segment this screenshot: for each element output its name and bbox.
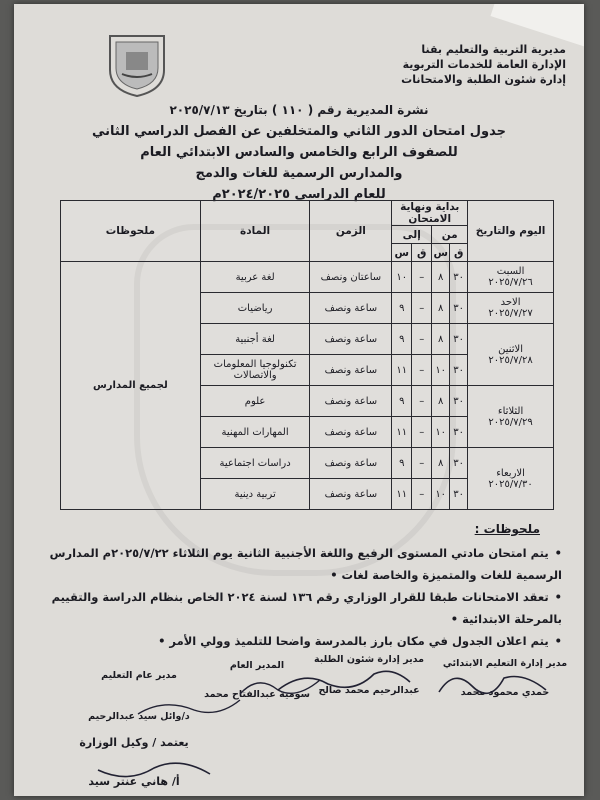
from-hour-cell: ٨	[432, 262, 450, 293]
signature-title: مدير إدارة شئون الطلبة	[313, 654, 425, 665]
header-line: إدارة شئون الطلبة والامتحانات	[401, 73, 566, 86]
header-line: الإدارة العامة للخدمات التربوية	[402, 58, 566, 71]
header-hour: س	[392, 244, 412, 262]
day-name: الثلاثاء	[497, 405, 524, 417]
duration-cell: ساعة ونصف	[310, 417, 392, 448]
subject-cell: علوم	[200, 386, 310, 417]
to-hour-cell: ١١	[392, 417, 412, 448]
to-minute-cell: –	[412, 355, 432, 386]
note-item	[42, 586, 562, 630]
to-hour-cell: ١٠	[392, 262, 412, 293]
handwritten-signature-icon	[94, 756, 214, 786]
to-hour-cell: ٩	[392, 448, 412, 479]
signature-name: د/وائل سيد عبدالرحيم	[88, 711, 190, 722]
day-name: الاثنين	[498, 343, 524, 355]
exam-date: ٢٠٢٥/٧/٢٦	[488, 277, 533, 288]
signature-name: عبدالرحيم محمد صالح	[318, 685, 420, 696]
signature-name: سومية عبدالفتاح محمد	[204, 689, 310, 700]
subject-cell: المهارات المهنية	[200, 417, 310, 448]
duration-cell: ساعة ونصف	[310, 386, 392, 417]
to-minute-cell: –	[412, 324, 432, 355]
to-hour-cell: ٩	[392, 386, 412, 417]
signature-name: أ/ هاني عنتر سيد	[88, 775, 180, 788]
note-text: تعقد الامتحانات طبقا للقرار الوزاري رقم ١٣٦ لسنة ٢٠٢٤ الخاص بنظام الدراسة والتقييم بالمرحلة الابتدائية •	[51, 590, 562, 626]
handwritten-signature-icon	[134, 694, 244, 720]
header-directorate	[396, 42, 566, 87]
to-minute-cell: –	[412, 417, 432, 448]
notes-cell: لجميع المدارس	[61, 262, 201, 510]
note-item	[42, 542, 562, 586]
header-exam-span: بداية ونهاية الامتحان	[392, 201, 468, 226]
header-day: اليوم والتاريخ	[468, 201, 554, 262]
from-hour-cell: ١٠	[432, 417, 450, 448]
to-minute-cell: –	[412, 262, 432, 293]
exam-date: ٢٠٢٥/٧/٢٩	[488, 416, 533, 428]
day-date-cell	[468, 448, 554, 510]
duration-cell: ساعة ونصف	[310, 355, 392, 386]
subject-cell: لغة عربية	[200, 262, 310, 293]
bullet-icon: •	[554, 590, 562, 604]
title-line: للعام الدراسي ٢٠٢٤/٢٠٢٥م	[212, 187, 386, 202]
from-hour-cell: ١٠	[432, 479, 450, 510]
from-minute-cell: ٣٠	[450, 293, 468, 324]
subject-cell: لغة أجنبية	[200, 324, 310, 355]
from-minute-cell: ٣٠	[450, 417, 468, 448]
from-hour-cell: ٨	[432, 448, 450, 479]
signature-title: مدير إدارة التعليم الابتدائي	[442, 658, 568, 669]
title-line: للصفوف الرابع والخامس والسادس الابتدائي العام	[140, 145, 458, 160]
from-minute-cell: ٣٠	[450, 262, 468, 293]
header-hour: س	[432, 244, 450, 262]
exam-schedule-table	[60, 200, 554, 510]
duration-cell: ساعتان ونصف	[310, 262, 392, 293]
header-from: من	[432, 226, 468, 244]
signature-name: حمدي محمود محمد	[460, 687, 550, 698]
to-hour-cell: ١١	[392, 355, 412, 386]
header-line: مديرية التربية والتعليم بقنا	[421, 43, 566, 56]
duration-cell: ساعة ونصف	[310, 479, 392, 510]
ministry-logo-icon	[106, 30, 168, 98]
day-name: السبت	[496, 266, 525, 277]
day-date-cell	[468, 324, 554, 386]
handwritten-signature-icon	[434, 664, 554, 700]
document-titles	[54, 100, 544, 205]
subject-cell: دراسات اجتماعية	[200, 448, 310, 479]
header-to: إلى	[392, 226, 432, 244]
signature-title: مدير عام التعليم	[101, 670, 177, 681]
to-minute-cell: –	[412, 479, 432, 510]
exam-date: ٢٠٢٥/٧/٢٧	[488, 308, 533, 319]
notes-list	[42, 542, 562, 652]
document-page	[14, 4, 584, 796]
day-date-cell	[468, 262, 554, 293]
handwritten-signature-icon	[234, 672, 324, 702]
day-date-cell	[468, 293, 554, 324]
day-name: الاحد	[500, 297, 521, 308]
from-minute-cell: ٣٠	[450, 479, 468, 510]
from-hour-cell: ٨	[432, 324, 450, 355]
from-minute-cell: ٣٠	[450, 386, 468, 417]
exam-date: ٢٠٢٥/٧/٢٨	[488, 354, 533, 366]
from-minute-cell: ٣٠	[450, 448, 468, 479]
signature-title: يعتمد / وكيل الوزارة	[79, 736, 189, 749]
note-text: يتم امتحان مادتي المستوى الرفيع واللغة الأجنبية الثانية يوم الثلاثاء ٢٠٢٥/٧/٢٢م المدارس الرسمية للغات والمتميزة والخاصة لغات •	[49, 546, 562, 582]
bullet-icon: •	[554, 634, 562, 648]
bulletin-number: نشرة المديرية رقم ( ١١٠ ) بتاريخ ٢٠٢٥/٧/١٣	[169, 103, 429, 117]
to-hour-cell: ٩	[392, 293, 412, 324]
from-hour-cell: ٨	[432, 293, 450, 324]
day-name: الاربعاء	[496, 467, 525, 479]
note-text: يتم اعلان الجدول في مكان بارز بالمدرسة واضحا للتلميذ وولي الأمر •	[158, 634, 549, 648]
header-notes: ملحوظات	[61, 201, 201, 262]
header-minute: ق	[412, 244, 432, 262]
note-item	[42, 630, 562, 652]
to-hour-cell: ٩	[392, 324, 412, 355]
signature-title: المدير العام	[229, 660, 285, 671]
duration-cell: ساعة ونصف	[310, 324, 392, 355]
from-minute-cell: ٣٠	[450, 355, 468, 386]
exam-date: ٢٠٢٥/٧/٣٠	[488, 478, 533, 490]
duration-cell: ساعة ونصف	[310, 448, 392, 479]
to-minute-cell: –	[412, 293, 432, 324]
to-hour-cell: ١١	[392, 479, 412, 510]
from-hour-cell: ١٠	[432, 355, 450, 386]
header-subject: المادة	[200, 201, 310, 262]
schedule-body	[61, 262, 554, 510]
header-minute: ق	[450, 244, 468, 262]
table-row	[61, 262, 554, 293]
duration-cell: ساعة ونصف	[310, 293, 392, 324]
subject-cell: رياضيات	[200, 293, 310, 324]
to-minute-cell: –	[412, 448, 432, 479]
notes-title: ملحوظات :	[474, 522, 540, 536]
title-line: جدول امتحان الدور الثاني والمتخلفين عن الفصل الدراسي الثاني	[91, 124, 507, 139]
to-minute-cell: –	[412, 386, 432, 417]
day-date-cell	[468, 386, 554, 448]
subject-cell: تكنولوجيا المعلومات والاتصالات	[200, 355, 310, 386]
header-duration: الزمن	[310, 201, 392, 262]
from-hour-cell: ٨	[432, 386, 450, 417]
title-line: والمدارس الرسمية للغات والدمج	[195, 166, 403, 181]
from-minute-cell: ٣٠	[450, 324, 468, 355]
bullet-icon: •	[554, 546, 562, 560]
subject-cell: تربية دينية	[200, 479, 310, 510]
